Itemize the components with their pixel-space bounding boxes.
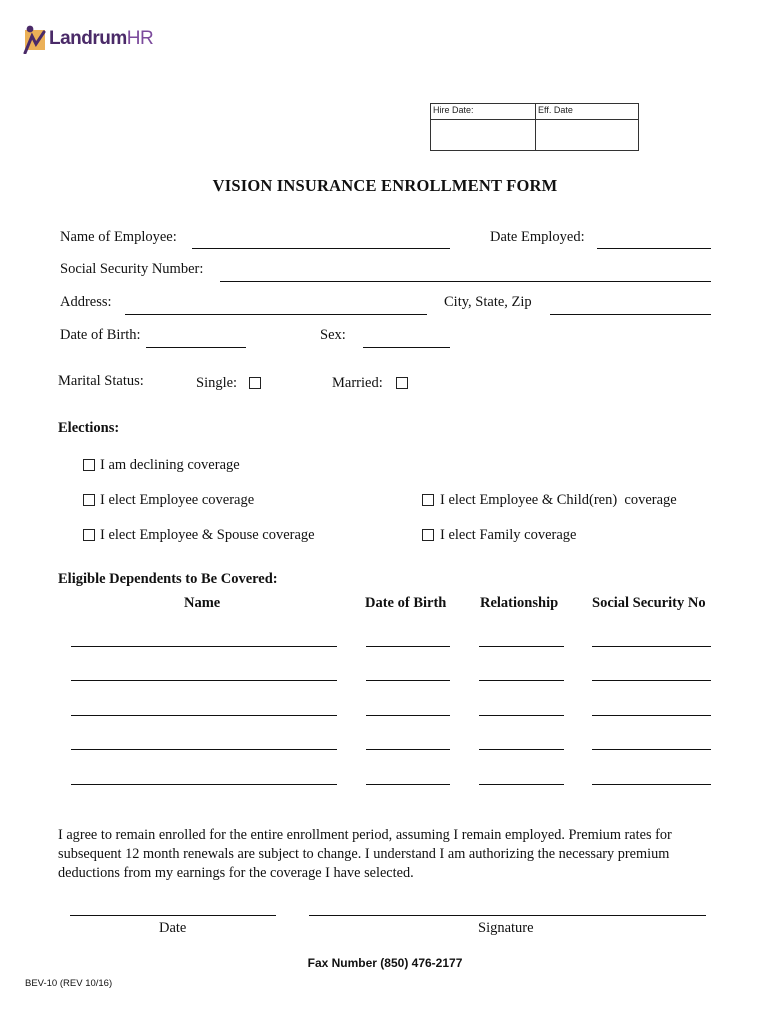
marital-status-label: Marital Status: — [58, 373, 144, 389]
declining-coverage-label: I am declining coverage — [100, 457, 240, 473]
dependent-ssn-field[interactable] — [592, 749, 711, 750]
hire-date-field[interactable] — [431, 120, 534, 150]
dependent-name-field[interactable] — [71, 715, 337, 716]
dependents-col-relationship: Relationship — [480, 595, 559, 611]
dependent-relationship-field[interactable] — [479, 749, 564, 750]
logo-figure-icon — [22, 22, 48, 54]
city-state-zip-field[interactable] — [550, 314, 711, 315]
dependent-dob-field[interactable] — [366, 749, 450, 750]
agreement-text: I agree to remain enrolled for the entire enrollment period, assuming I remain employed. Premium rates for subsequent 12 month renewals are subject to change. I understand I am authorizing the necessary premium deductions from my earnings for the coverage I have selected. — [58, 827, 672, 881]
employee-coverage-checkbox[interactable] — [83, 494, 95, 506]
dependent-ssn-field[interactable] — [592, 646, 711, 647]
dependent-name-field[interactable] — [71, 784, 337, 785]
dependents-col-dob: Date of Birth — [365, 595, 447, 611]
sex-label: Sex: — [320, 327, 346, 343]
dependent-name-field[interactable] — [71, 680, 337, 681]
hire-date-box — [430, 103, 639, 151]
address-label: Address: — [60, 294, 112, 310]
date-label: Date — [159, 920, 187, 936]
single-label: Single: — [196, 375, 238, 391]
family-coverage-checkbox[interactable] — [422, 529, 434, 541]
signature-field[interactable] — [309, 915, 706, 916]
dependents-heading: Eligible Dependents to Be Covered: — [58, 571, 278, 587]
form-code: BEV-10 (REV 10/16) — [25, 978, 113, 989]
ssn-field[interactable] — [220, 281, 711, 282]
dependent-name-field[interactable] — [71, 646, 337, 647]
dependent-dob-field[interactable] — [366, 784, 450, 785]
declining-coverage-checkbox[interactable] — [83, 459, 95, 471]
eff-date-label: Eff. Date — [538, 105, 573, 115]
name-of-employee-label: Name of Employee: — [60, 229, 177, 245]
dependent-relationship-field[interactable] — [479, 680, 564, 681]
dependents-col-ssn: Social Security No — [592, 595, 706, 611]
dependent-ssn-field[interactable] — [592, 680, 711, 681]
dependents-col-name: Name — [184, 595, 221, 611]
logo-text-main: Landrum — [49, 28, 127, 49]
employee-children-coverage-label: I elect Employee & Child(ren) coverage — [440, 492, 677, 508]
name-of-employee-field[interactable] — [192, 248, 450, 249]
eff-date-field[interactable] — [536, 120, 638, 150]
form-title: VISION INSURANCE ENROLLMENT FORM — [212, 176, 558, 195]
logo-wordmark — [49, 28, 153, 50]
employee-spouse-coverage-label: I elect Employee & Spouse coverage — [100, 527, 315, 543]
date-employed-label: Date Employed: — [490, 229, 585, 245]
dob-field[interactable] — [146, 347, 246, 348]
employee-coverage-label: I elect Employee coverage — [100, 492, 255, 508]
family-coverage-label: I elect Family coverage — [440, 527, 577, 543]
address-field[interactable] — [125, 314, 427, 315]
dependent-relationship-field[interactable] — [479, 646, 564, 647]
city-state-zip-label: City, State, Zip — [444, 294, 532, 310]
date-signature-field[interactable] — [70, 915, 276, 916]
dependent-name-field[interactable] — [71, 749, 337, 750]
dob-label: Date of Birth: — [60, 327, 141, 343]
married-checkbox[interactable] — [396, 377, 408, 389]
employee-children-coverage-checkbox[interactable] — [422, 494, 434, 506]
married-label: Married: — [332, 375, 383, 391]
company-logo — [22, 22, 172, 56]
sex-field[interactable] — [363, 347, 450, 348]
dependent-dob-field[interactable] — [366, 680, 450, 681]
date-employed-field[interactable] — [597, 248, 711, 249]
fax-number: Fax Number (850) 476-2177 — [307, 956, 463, 970]
dependent-ssn-field[interactable] — [592, 784, 711, 785]
ssn-label: Social Security Number: — [60, 261, 204, 277]
elections-heading: Elections: — [58, 420, 120, 436]
logo-text-hr: HR — [126, 28, 154, 49]
dependent-dob-field[interactable] — [366, 715, 450, 716]
dependent-ssn-field[interactable] — [592, 715, 711, 716]
dependent-relationship-field[interactable] — [479, 715, 564, 716]
hire-date-label: Hire Date: — [433, 105, 474, 115]
signature-label: Signature — [478, 920, 534, 936]
dependent-relationship-field[interactable] — [479, 784, 564, 785]
employee-spouse-coverage-checkbox[interactable] — [83, 529, 95, 541]
single-checkbox[interactable] — [249, 377, 261, 389]
dependent-dob-field[interactable] — [366, 646, 450, 647]
